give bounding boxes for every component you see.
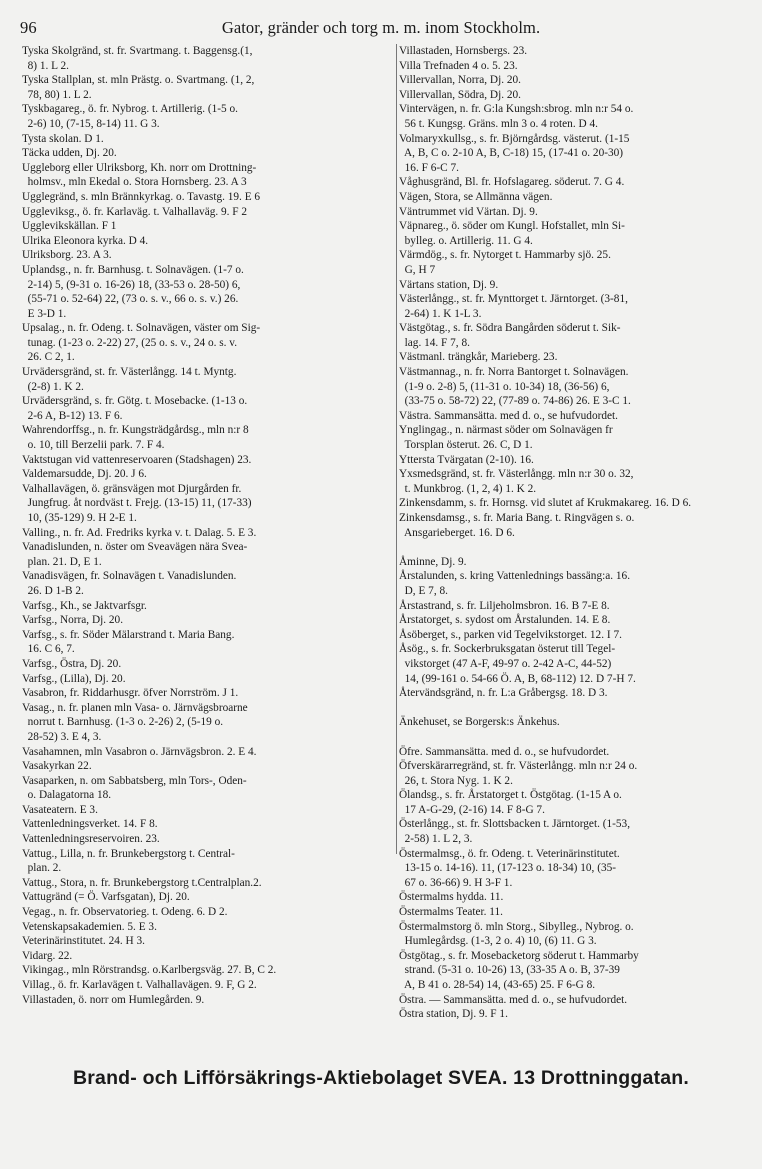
- directory-entry-line: Vattenledningsreservoiren. 23.: [22, 833, 160, 846]
- directory-entry-line: Uplandsg., n. fr. Barnhusg. t. Solnavägen. (1-7 o.: [22, 263, 244, 276]
- directory-entry-line: 2-6) 10, (7-15, 8-14) 11. G 3.: [22, 117, 160, 130]
- directory-entry-line: Värmdög., s. fr. Nytorget t. Hammarby sjö. 25.: [399, 249, 611, 262]
- directory-entry-line: Vanadisvägen, fr. Solnavägen t. Vanadislunden.: [22, 570, 237, 583]
- directory-entry-line: Änkehuset, se Borgersk:s Änkehus.: [399, 716, 560, 729]
- directory-entry-line: Vikingag., mln Rörstrandsg. o.Karlbergsväg. 27. B, C 2.: [22, 964, 277, 977]
- directory-entry-line: Valdemarsudde, Dj. 20. J 6.: [22, 468, 147, 481]
- directory-entry-line: Årstatorget, s. sydost om Årstalunden. 14. E 8.: [399, 614, 611, 627]
- directory-entry-line: Yttersta Tvärgatan (2-10). 16.: [399, 453, 534, 466]
- directory-entry-line: Tyska Skolgränd, st. fr. Svartmang. t. Baggensg.(1,: [22, 45, 253, 57]
- directory-entry-line: tunag. (1-23 o. 2-22) 27, (25 o. s. v., 24 o. s. v.: [22, 336, 238, 349]
- directory-entry-line: Vattug., Lilla, n. fr. Brunkebergstorg t. Central-: [22, 847, 235, 860]
- directory-entry-line: Varfsg., Norra, Dj. 20.: [22, 614, 124, 627]
- directory-entry-line: 26. D 1-B 2.: [22, 584, 84, 597]
- directory-entry-line: Valhallavägen, ö. gränsvägen mot Djurgården fr.: [22, 482, 242, 495]
- directory-entry-line: Villervallan, Södra, Dj. 20.: [399, 88, 521, 101]
- directory-entry-line: Vegag., n. fr. Observatorieg. t. Odeng. 6. D 2.: [22, 906, 228, 919]
- directory-entry-line: Åsög., s. fr. Sockerbruksgatan österut till Tegel-: [399, 643, 616, 656]
- directory-entry-line: Östermalmstorg ö. mln Storg., Sibylleg., Nybrog. o.: [399, 920, 634, 933]
- directory-entry-line: Villastaden, Hornsbergs. 23.: [399, 45, 528, 57]
- directory-entry-line: Vasakyrkan 22.: [22, 760, 92, 773]
- directory-entry-line: Zinkensdamm, s. fr. Hornsg. vid slutet af Krukmakareg. 16. D 6.: [399, 497, 692, 510]
- directory-entry-line: Västerlångg., st. fr. Mynttorget t. Järntorget. (3-81,: [399, 293, 628, 306]
- directory-entry-line: vikstorget (47 A-F, 49-97 o. 2-42 A-C, 44-52): [399, 657, 612, 670]
- directory-entry-line: plan. 21. D, E 1.: [22, 555, 102, 568]
- directory-entry-line: Vasag., n. fr. planen mln Vasa- o. Järnvägsbroarne: [22, 701, 248, 714]
- directory-entry-line: Humlegårdsg. (1-3, 2 o. 4) 10, (6) 11. G 3.: [399, 935, 597, 948]
- page-number: 96: [20, 18, 37, 37]
- directory-entry-line: 26. C 2, 1.: [22, 351, 75, 364]
- directory-entry-line: 2-14) 5, (9-31 o. 16-26) 18, (33-53 o. 28-50) 6,: [22, 278, 241, 291]
- directory-entry-line: Östra. — Sammansätta. med d. o., se hufvudordet.: [399, 993, 628, 1006]
- directory-entry-line: E 3-D 1.: [22, 307, 67, 320]
- directory-entry-line: Villastaden, ö. norr om Humlegården. 9.: [22, 993, 205, 1006]
- directory-entry-line: Vattugränd (= Ö. Varfsgatan), Dj. 20.: [22, 891, 190, 904]
- directory-entry-line: plan. 2.: [22, 862, 62, 875]
- directory-entry-line: 2-6 A, B-12) 13. F 6.: [22, 409, 123, 422]
- directory-entry-line: Yxsmedsgränd, st. fr. Västerlångg. mln n:r 30 o. 32,: [399, 468, 634, 481]
- directory-entry-line: Ölandsg., s. fr. Årstatorget t. Östgötag. (1-15 A o.: [399, 789, 622, 802]
- directory-entry-line: 13-15 o. 14-16). 11, (17-123 o. 18-34) 10, (35-: [399, 862, 617, 875]
- directory-entry-line: D, E 7, 8.: [399, 584, 448, 597]
- directory-entry-line: Vanadislunden, n. öster om Sveavägen nära Svea-: [22, 541, 248, 554]
- directory-entry-line: [399, 701, 751, 716]
- directory-entry-line: 28-52) 3. E 4, 3.: [22, 730, 102, 743]
- directory-entry-line: Åminne, Dj. 9.: [399, 555, 467, 568]
- directory-entry-line: (33-75 o. 58-72) 22, (77-89 o. 74-86) 26. E 3-C 1.: [399, 395, 631, 408]
- directory-entry-line: 2-64) 1. K 1-L 3.: [399, 307, 482, 320]
- directory-entry-line: Östermalms Teater. 11.: [399, 906, 503, 919]
- directory-entry-line: (1-9 o. 2-8) 5, (11-31 o. 10-34) 18, (36-56) 6,: [399, 380, 610, 393]
- directory-entry-line: 78, 80) 1. L 2.: [22, 88, 92, 101]
- advertisement-footer: Brand- och Lifförsäkrings-Aktiebolaget SVEA. 13 Drottninggatan.: [72, 1067, 690, 1089]
- directory-entry-line: o. Dalagatorna 18.: [22, 789, 112, 802]
- directory-entry-line: lag. 14. F 7, 8.: [399, 336, 470, 349]
- directory-entry-line: bylleg. o. Artillerig. 11. G 4.: [399, 234, 533, 247]
- page-title: Gator, gränder och torg m. m. inom Stockholm.: [221, 18, 541, 37]
- directory-entry-line: Återvändsgränd, n. fr. L:a Gråbergsg. 18. D 3.: [399, 687, 608, 700]
- directory-entry-line: 8) 1. L 2.: [22, 59, 69, 72]
- directory-entry-line: Östra station, Dj. 9. F 1.: [399, 1008, 508, 1021]
- directory-entry-line: Vidarg. 22.: [22, 949, 73, 962]
- directory-entry-line: Varfsg., s. fr. Söder Mälarstrand t. Maria Bang.: [22, 628, 235, 641]
- directory-entry-line: Jungfrug. åt nordväst t. Frejg. (13-15) 11, (17-33): [22, 497, 252, 510]
- directory-entry-line: A, B 41 o. 28-54) 14, (43-65) 25. F 6-G 8.: [399, 979, 596, 991]
- directory-entry-line: Vaktstugan vid vattenreservoaren (Stadshagen) 23.: [22, 453, 252, 466]
- directory-entry-line: t. Munkbrog. (1, 2, 4) 1. K 2.: [399, 482, 537, 495]
- directory-entry-line: Täcka udden, Dj. 20.: [22, 147, 117, 160]
- directory-entry-line: (2-8) 1. K 2.: [22, 380, 84, 393]
- directory-entry-line: Åsöberget, s., parken vid Tegelvikstorget. 12. I 7.: [399, 628, 622, 641]
- directory-entry-line: Upsalag., n. fr. Odeng. t. Solnavägen, väster om Sig-: [22, 322, 261, 335]
- directory-entry-line: Öfverskärarregränd, st. fr. Västerlångg. mln n:r 24 o.: [399, 760, 638, 773]
- directory-entry-line: 10, (35-129) 9. H 2-E 1.: [22, 512, 137, 524]
- directory-entry-line: Urvädersgränd, s. fr. Götg. t. Mosebacke. (1-13 o.: [22, 395, 248, 408]
- directory-entry-line: Årstalunden, s. kring Vattenlednings bassäng:a. 16.: [399, 570, 631, 583]
- directory-entry-line: [399, 540, 751, 555]
- directory-entry-line: Västgötag., s. fr. Södra Bangården söderut t. Sik-: [399, 322, 621, 335]
- directory-entry-line: Våghusgränd, Bl. fr. Hofslagareg. söderut. 7. G 4.: [399, 176, 625, 189]
- directory-entry-line: strand. (5-31 o. 10-26) 13, (33-35 A o. B, 37-39: [399, 964, 620, 977]
- directory-entry-line: [399, 730, 751, 745]
- directory-entry-line: 67 o. 36-66) 9. H 3-F 1.: [399, 876, 513, 889]
- directory-entry-line: Vägen, Stora, se Allmänna vägen.: [399, 190, 553, 203]
- directory-entry-line: Tyska Stallplan, st. mln Prästg. o. Svartmang. (1, 2,: [22, 74, 255, 87]
- directory-entry-line: Ulrika Eleonora kyrka. D 4.: [22, 234, 149, 247]
- directory-entry-line: Zinkensdamsg., s. fr. Maria Bang. t. Ringvägen s. o.: [399, 512, 635, 524]
- directory-entry-line: Uggleborg eller Ulriksborg, Kh. norr om Drottning-: [22, 161, 257, 174]
- directory-entry-line: Villag., ö. fr. Karlavägen t. Valhallavägen. 9. F, G 2.: [22, 979, 257, 991]
- directory-entry-line: G, H 7: [399, 263, 436, 276]
- directory-entry-line: Ansgarieberget. 16. D 6.: [399, 526, 515, 539]
- directory-entry-line: Vasaparken, n. om Sabbatsberg, mln Tors-, Oden-: [22, 774, 247, 787]
- directory-entry-line: Österlångg., st. fr. Slottsbacken t. Järntorget. (1-53,: [399, 818, 631, 831]
- column-divider: [396, 44, 397, 854]
- directory-entry-line: Uggleviksg., ö. fr. Karlaväg. t. Valhallaväg. 9. F 2: [22, 205, 248, 218]
- directory-entry-line: Vasahamnen, mln Vasabron o. Järnvägsbron. 2. E 4.: [22, 745, 257, 758]
- directory-entry-line: 2-58) 1. L 2, 3.: [399, 833, 473, 846]
- directory-entry-line: Årstastrand, s. fr. Liljeholmsbron. 16. B 7-E 8.: [399, 599, 610, 612]
- directory-entry-line: Varfsg., Kh., se Jaktvarfsgr.: [22, 599, 147, 612]
- directory-entry-line: Urvädersgränd, st. fr. Västerlångg. 14 t. Myntg.: [22, 366, 237, 379]
- directory-entry-line: Ulriksborg. 23. A 3.: [22, 249, 112, 262]
- directory-entry-line: 16. C 6, 7.: [22, 643, 75, 656]
- left-column: [22, 44, 394, 1007]
- directory-entry-line: Östermalmsg., ö. fr. Odeng. t. Veterinärinstitutet.: [399, 847, 620, 860]
- directory-entry-line: Valling., n. fr. Ad. Fredriks kyrka v. t. Dalag. 5. E 3.: [22, 526, 257, 539]
- directory-entry-line: 16. F 6-C 7.: [399, 161, 459, 174]
- directory-entry-line: Östgötag., s. fr. Mosebacketorg söderut t. Hammarby: [399, 949, 639, 962]
- directory-entry-line: Veterinärinstitutet. 24. H 3.: [22, 935, 145, 948]
- directory-entry-line: Tyskbagareg., ö. fr. Nybrog. t. Artillerig. (1-5 o.: [22, 103, 239, 116]
- directory-entry-line: Volmaryxkullsg., s. fr. Björngårdsg. västerut. (1-15: [399, 132, 630, 145]
- right-column: [399, 44, 751, 1022]
- directory-entry-line: Villervallan, Norra, Dj. 20.: [399, 74, 521, 87]
- directory-entry-line: Öfre. Sammansätta. med d. o., se hufvudordet.: [399, 745, 610, 758]
- directory-entry-line: Väpnareg., ö. söder om Kungl. Hofstallet, mln Si-: [399, 220, 625, 233]
- directory-entry-line: Västra. Sammansätta. med d. o., se hufvudordet.: [399, 409, 618, 422]
- directory-entry-line: Tysta skolan. D 1.: [22, 132, 104, 145]
- directory-entry-line: Ugglegränd, s. mln Brännkyrkag. o. Tavastg. 19. E 6: [22, 190, 261, 203]
- directory-entry-line: 56 t. Kungsg. Gräns. mln 3 o. 4 roten. D 4.: [399, 117, 598, 130]
- directory-entry-line: Värtans station, Dj. 9.: [399, 278, 499, 291]
- directory-entry-line: (55-71 o. 52-64) 22, (73 o. s. v., 66 o. s. v.) 26.: [22, 293, 239, 306]
- directory-entry-line: Vasateatern. E 3.: [22, 803, 98, 816]
- directory-entry-line: Ugglevikskällan. F 1: [22, 220, 117, 233]
- directory-entry-line: o. 10, till Berzelii park. 7. F 4.: [22, 439, 165, 452]
- directory-entry-line: holmsv., mln Ekedal o. Stora Hornsberg. 23. A 3: [22, 176, 247, 189]
- directory-entry-line: Torsplan österut. 26. C, D 1.: [399, 439, 533, 452]
- directory-entry-line: 17 A-G-29, (2-16) 14. F 8-G 7.: [399, 803, 545, 816]
- directory-entry-line: Västmannag., n. fr. Norra Bantorget t. Solnavägen.: [399, 366, 629, 379]
- directory-entry-line: Villa Trefnaden 4 o. 5. 23.: [399, 59, 518, 72]
- directory-entry-line: A, B, C o. 2-10 A, B, C-18) 15, (17-41 o. 20-30): [399, 147, 624, 160]
- directory-entry-line: norrut t. Barnhusg. (1-3 o. 2-26) 2, (5-19 o.: [22, 716, 224, 729]
- directory-entry-line: 26, t. Stora Nyg. 1. K 2.: [399, 774, 513, 787]
- page-header: [20, 18, 742, 40]
- directory-entry-line: Väntrummet vid Värtan. Dj. 9.: [399, 205, 538, 218]
- directory-entry-line: Östermalms hydda. 11.: [399, 891, 504, 904]
- directory-entry-line: Vattug., Stora, n. fr. Brunkebergstorg t.Centralplan.2.: [22, 876, 262, 889]
- directory-entry-line: Wahrendorffsg., n. fr. Kungsträdgårdsg., mln n:r 8: [22, 424, 249, 437]
- directory-entry-line: Varfsg., Östra, Dj. 20.: [22, 657, 122, 670]
- directory-entry-line: 14, (99-161 o. 54-66 Ö. A, B, 68-112) 12. D 7-H 7.: [399, 672, 636, 685]
- directory-entry-line: Ynglingag., n. närmast söder om Solnavägen fr: [399, 424, 613, 437]
- directory-entry-line: Vasabron, fr. Riddarhusgr. öfver Norrström. J 1.: [22, 687, 239, 700]
- directory-entry-line: Varfsg., (Lilla), Dj. 20.: [22, 672, 126, 685]
- directory-entry-line: Västmanl. trängkår, Marieberg. 23.: [399, 351, 558, 364]
- directory-entry-line: Vetenskapsakademien. 5. E 3.: [22, 920, 157, 933]
- directory-entry-line: Vattenledningsverket. 14. F 8.: [22, 818, 158, 831]
- directory-entry-line: Vintervägen, n. fr. G:la Kungsh:sbrog. mln n:r 54 o.: [399, 103, 634, 116]
